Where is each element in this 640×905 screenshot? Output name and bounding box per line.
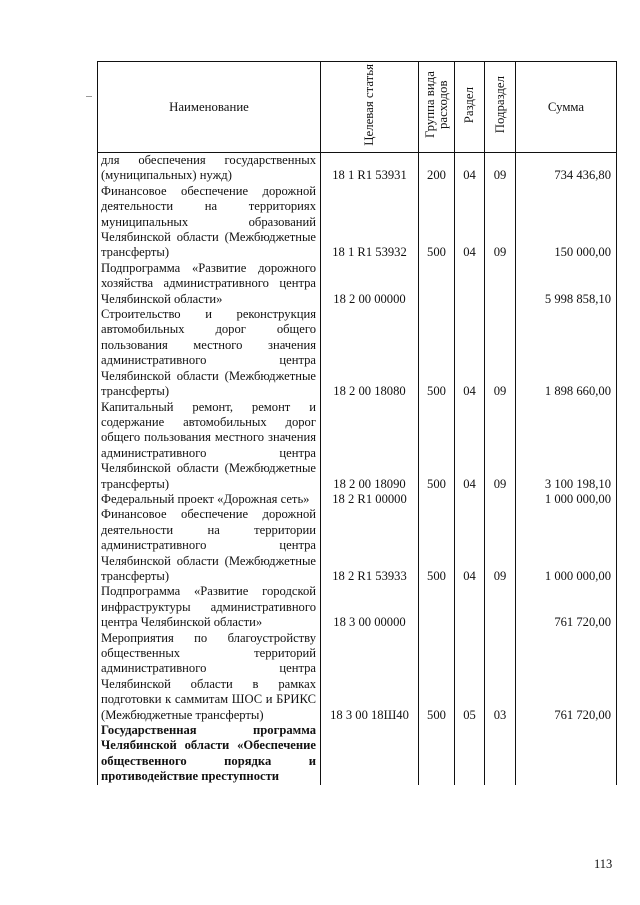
table-row <box>98 584 617 630</box>
row-name: Финансовое обеспечение дорожной деятельности на территории административного центра Челябинской области (Межбюджетные трансферты) <box>98 507 321 584</box>
row-name: Капитальный ремонт, ремонт и содержание автомобильных дорог общего пользования местного значения административного центра Челябинской области (Межбюджетные трансферты) <box>98 400 321 492</box>
row-target: 18 2 00 00000 <box>321 261 419 307</box>
table-row <box>98 400 617 492</box>
row-sum: 1 898 660,00 <box>516 307 617 399</box>
row-target: 18 2 R1 53933 <box>321 507 419 584</box>
row-group <box>419 492 455 507</box>
row-name: Подпрограмма «Развитие дорожного хозяйства административного центра Челябинской области» <box>98 261 321 307</box>
row-name: Строительство и реконструкция автомобильных дорог общего пользования местного значения административного центра Челябинской области (Межбюджетные трансферты) <box>98 307 321 399</box>
row-sum: 761 720,00 <box>516 631 617 723</box>
row-target: 18 3 00 00000 <box>321 584 419 630</box>
row-subsection: 09 <box>485 153 516 184</box>
row-subsection: 09 <box>485 507 516 584</box>
row-section: 04 <box>455 507 485 584</box>
table-row <box>98 631 617 723</box>
table-header-row <box>98 62 617 153</box>
row-sum: 5 998 858,10 <box>516 261 617 307</box>
row-sum: 761 720,00 <box>516 584 617 630</box>
row-group: 500 <box>419 631 455 723</box>
row-sum: 1 000 000,00 <box>516 507 617 584</box>
row-group: 500 <box>419 507 455 584</box>
row-group: 500 <box>419 400 455 492</box>
row-group <box>419 723 455 785</box>
table-row <box>98 307 617 399</box>
row-section: 04 <box>455 184 485 261</box>
row-sum <box>516 723 617 785</box>
row-sum: 734 436,80 <box>516 153 617 184</box>
row-target: 18 2 R1 00000 <box>321 492 419 507</box>
header-target-article: Целевая статья <box>321 62 419 153</box>
budget-table <box>97 61 617 785</box>
row-section: 05 <box>455 631 485 723</box>
header-subsection: Подраздел <box>485 62 516 153</box>
table-row <box>98 507 617 584</box>
header-expense-group: Группа вида расходов <box>419 62 455 153</box>
row-target: 18 1 R1 53932 <box>321 184 419 261</box>
row-name: Государственная программа Челябинской области «Обеспечение общественного порядка и противодействие преступности <box>98 723 321 785</box>
row-target: 18 3 00 18Ш40 <box>321 631 419 723</box>
row-section: 04 <box>455 400 485 492</box>
row-subsection <box>485 261 516 307</box>
row-group: 500 <box>419 184 455 261</box>
page-number: 113 <box>594 857 613 871</box>
row-section: 04 <box>455 307 485 399</box>
row-target <box>321 723 419 785</box>
header-sum: Сумма <box>516 62 617 153</box>
row-name: Мероприятия по благоустройству общественных территорий административного центра Челябинской области в рамках подготовки к саммитам ШОС и БРИКС (Межбюджетные трансферты) <box>98 631 321 723</box>
row-section: 04 <box>455 153 485 184</box>
header-section: Раздел <box>455 62 485 153</box>
row-group: 200 <box>419 153 455 184</box>
row-section <box>455 584 485 630</box>
row-sum: 3 100 198,10 <box>516 400 617 492</box>
row-section <box>455 261 485 307</box>
row-sum: 150 000,00 <box>516 184 617 261</box>
row-section <box>455 492 485 507</box>
row-group <box>419 261 455 307</box>
table-row <box>98 261 617 307</box>
row-name: Федеральный проект «Дорожная сеть» <box>98 492 321 507</box>
row-group <box>419 584 455 630</box>
header-name: Наименование <box>98 62 321 153</box>
margin-tick <box>86 96 92 97</box>
row-group: 500 <box>419 307 455 399</box>
table-row <box>98 153 617 184</box>
row-target: 18 2 00 18090 <box>321 400 419 492</box>
row-subsection: 03 <box>485 631 516 723</box>
row-sum: 1 000 000,00 <box>516 492 617 507</box>
row-subsection <box>485 584 516 630</box>
row-subsection: 09 <box>485 307 516 399</box>
table-row <box>98 184 617 261</box>
row-target: 18 2 00 18080 <box>321 307 419 399</box>
table-row <box>98 492 617 507</box>
row-subsection <box>485 492 516 507</box>
row-name: для обеспечения государственных (муниципальных) нужд) <box>98 153 321 184</box>
row-subsection <box>485 723 516 785</box>
row-name: Финансовое обеспечение дорожной деятельности на территориях муниципальных образований Челябинской области (Межбюджетные трансферты) <box>98 184 321 261</box>
row-subsection: 09 <box>485 400 516 492</box>
row-subsection: 09 <box>485 184 516 261</box>
row-target: 18 1 R1 53931 <box>321 153 419 184</box>
table-row <box>98 723 617 785</box>
row-name: Подпрограмма «Развитие городской инфраструктуры административного центра Челябинской области» <box>98 584 321 630</box>
row-section <box>455 723 485 785</box>
